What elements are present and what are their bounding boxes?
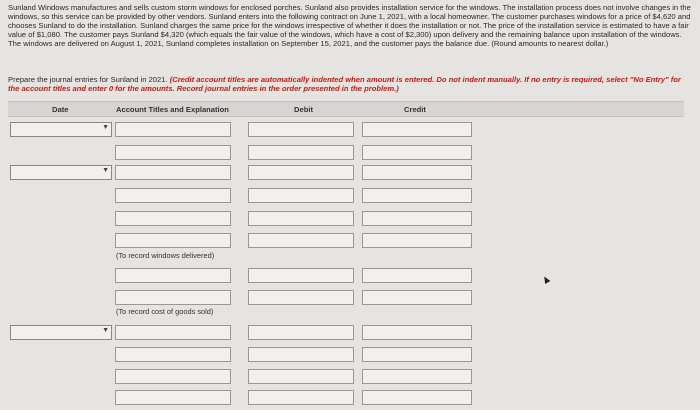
instruction-plain: Prepare the journal entries for Sunland in 2021. [8, 75, 170, 84]
account-input-3-4[interactable] [115, 390, 231, 405]
journal-table-header [8, 101, 684, 117]
account-input-1-3[interactable] [115, 165, 231, 180]
instructions [8, 76, 692, 94]
account-input-1-1[interactable] [115, 122, 231, 137]
debit-input-1-1[interactable] [248, 122, 354, 137]
debit-header: Debit [294, 105, 313, 114]
debit-input-3-2[interactable] [248, 347, 354, 362]
debit-input-2-2[interactable] [248, 290, 354, 305]
credit-input-2-2[interactable] [362, 290, 472, 305]
debit-input-1-5[interactable] [248, 211, 354, 226]
debit-input-1-3[interactable] [248, 165, 354, 180]
credit-header: Credit [404, 105, 426, 114]
credit-input-1-5[interactable] [362, 211, 472, 226]
date-select-1[interactable] [10, 122, 112, 137]
account-header: Account Titles and Explanation [116, 105, 229, 114]
credit-input-1-4[interactable] [362, 188, 472, 203]
date-header: Date [52, 105, 69, 114]
date-select-3[interactable] [10, 325, 112, 340]
problem-text: Sunland Windows manufactures and sells custom storm windows for enclosed porches. Sunland also provides installation service for the windows. The installation process does not involve changes in the windows, so this service can be provided by other vendors. Sunland enters into the following contract on June 1, 2021, with a local homeowner. The customer purchases windows for a price of $4,620 and chooses Sunland to do the installation. Sunland charges the same price for the windows irrespective of whether it does the installation or not. The price of the installation service is estimated to have a fair value of $1,080. The customer pays Sunland $4,320 (which equals the fair value of the windows, which have a cost of $2,300) upon delivery and the remaining balance upon installation of the windows. The windows are delivered on August 1, 2021, Sunland completes installation on September 15, 2021, and the customer pays the balance due. (Round amounts to nearest dollar.) [8, 3, 691, 48]
chevron-down-icon: ▼ [102, 327, 109, 334]
account-input-3-1[interactable] [115, 325, 231, 340]
credit-input-3-4[interactable] [362, 390, 472, 405]
debit-input-1-4[interactable] [248, 188, 354, 203]
account-input-2-2[interactable] [115, 290, 231, 305]
debit-input-1-6[interactable] [248, 233, 354, 248]
chevron-down-icon: ▼ [102, 124, 109, 131]
instruction-red: (Credit account titles are automatically indented when amount is entered. Do not indent manually. If no entry is required, select "No Entry" for the account titles and enter 0 for the amounts. Record journal entries in the order presented in the problem.) [8, 75, 681, 93]
memo-cost-of-goods-sold: (To record cost of goods sold) [116, 307, 214, 316]
account-input-1-4[interactable] [115, 188, 231, 203]
credit-input-1-1[interactable] [362, 122, 472, 137]
account-input-3-3[interactable] [115, 369, 231, 384]
credit-input-3-1[interactable] [362, 325, 472, 340]
debit-input-2-1[interactable] [248, 268, 354, 283]
credit-input-1-6[interactable] [362, 233, 472, 248]
chevron-down-icon: ▼ [102, 167, 109, 174]
debit-input-1-2[interactable] [248, 145, 354, 160]
credit-input-3-3[interactable] [362, 369, 472, 384]
account-input-2-1[interactable] [115, 268, 231, 283]
account-input-1-2[interactable] [115, 145, 231, 160]
credit-input-1-2[interactable] [362, 145, 472, 160]
memo-windows-delivered: (To record windows delivered) [116, 251, 215, 260]
account-input-1-5[interactable] [115, 211, 231, 226]
credit-input-2-1[interactable] [362, 268, 472, 283]
debit-input-3-4[interactable] [248, 390, 354, 405]
date-select-2[interactable] [10, 165, 112, 180]
credit-input-3-2[interactable] [362, 347, 472, 362]
mouse-cursor-icon [542, 275, 551, 284]
account-input-1-6[interactable] [115, 233, 231, 248]
debit-input-3-1[interactable] [248, 325, 354, 340]
debit-input-3-3[interactable] [248, 369, 354, 384]
credit-input-1-3[interactable] [362, 165, 472, 180]
account-input-3-2[interactable] [115, 347, 231, 362]
